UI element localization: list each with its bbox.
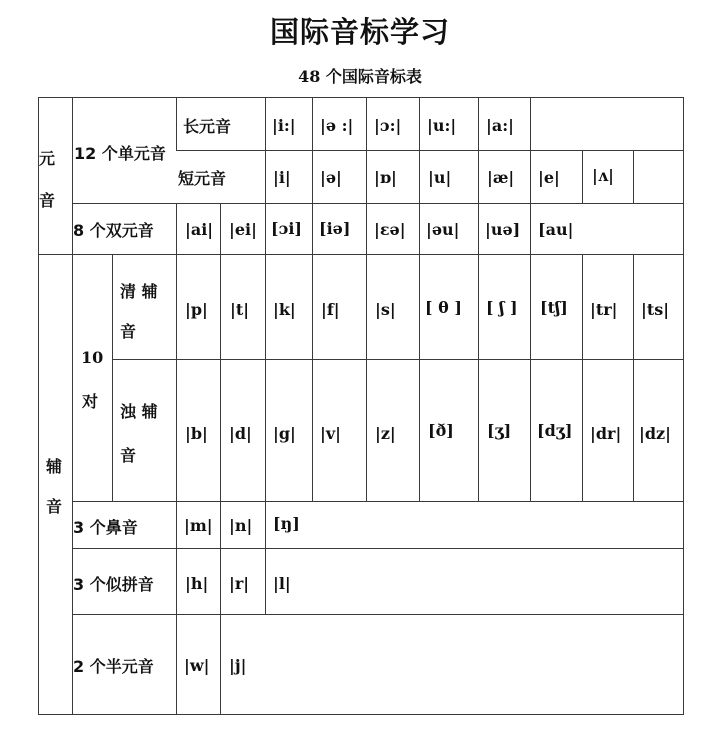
short-vowel: |ɒ| (374, 168, 397, 187)
voiceless-consonant: [ ʃ ] (486, 298, 518, 317)
short-vowel: |æ| (487, 168, 515, 187)
voiced-consonant: |d| (229, 424, 252, 443)
short-vowel: |ʌ| (592, 166, 614, 185)
vowel-group-label: 音 (39, 191, 56, 210)
diphthongs-label: 8 个双元音 (73, 221, 154, 240)
voiceless-consonant: |t| (230, 300, 250, 319)
table-line (530, 97, 531, 151)
voiceless-consonant: [ θ ] (425, 298, 462, 317)
table-line (112, 254, 113, 502)
table-line (419, 97, 420, 502)
diphthong: |ei| (229, 220, 257, 239)
voiced-consonant: |v| (320, 424, 341, 443)
diphthong: [iə] (319, 219, 351, 238)
page-title: 国际音标学习 (269, 15, 450, 49)
table-line (530, 254, 531, 502)
vowel-group-label: 元 (39, 149, 56, 168)
diphthong: [au| (538, 220, 574, 239)
pairs-label: 对 (82, 392, 99, 411)
voiceless-label: 音 (120, 322, 137, 341)
table-line (530, 150, 531, 255)
voiceless-consonant: |f| (321, 300, 340, 319)
semivowel: |j| (229, 656, 247, 675)
voiced-label: 音 (120, 446, 137, 465)
semivowel: |w| (184, 656, 210, 675)
voiced-consonant: |dr| (590, 424, 622, 443)
semivowels-label: 2 个半元音 (73, 657, 154, 676)
long-vowel: |i:| (272, 116, 296, 135)
table-line (176, 97, 177, 151)
diphthong: |uə] (485, 220, 521, 239)
table-line (582, 254, 583, 502)
diphthong: [ɔi] (271, 219, 302, 238)
table-line (72, 97, 73, 715)
short-vowel: |ə| (320, 168, 342, 187)
voiced-consonant: [ð] (428, 421, 454, 440)
table-line (683, 97, 684, 715)
long-vowel: |ɔ:| (374, 116, 402, 135)
voiceless-consonant: |p| (185, 300, 208, 319)
table-line (38, 97, 684, 98)
monophthongs-label: 12 个单元音 (74, 144, 166, 163)
table-line (265, 548, 266, 615)
consonant-group-label: 音 (46, 497, 63, 516)
others-label: 3 个似拼音 (73, 575, 154, 594)
table-line (38, 714, 684, 715)
diphthong: |ai| (185, 220, 214, 239)
table-line (72, 501, 684, 502)
voiced-consonant: [ʒ] (487, 421, 512, 440)
table-line (633, 150, 634, 204)
other-consonant: |r| (229, 574, 250, 593)
table-line (38, 254, 684, 255)
short-vowel: |i| (273, 168, 291, 187)
nasal-consonant: |n| (229, 516, 253, 535)
nasal-consonant: [ŋ] (273, 514, 300, 533)
consonant-group-label: 辅 (46, 457, 63, 476)
table-line (72, 614, 684, 615)
table-line (633, 254, 634, 502)
voiceless-label: 清 辅 (120, 282, 158, 301)
short-vowel: |u| (428, 168, 452, 187)
nasals-label: 3 个鼻音 (73, 518, 138, 537)
short-vowels-label: 短元音 (178, 169, 227, 188)
table-line (72, 203, 684, 204)
voiced-consonant: |g| (273, 424, 296, 443)
long-vowel: |u:| (427, 116, 457, 135)
nasal-consonant: |m| (184, 516, 213, 535)
voiced-consonant: [dʒ] (537, 421, 573, 440)
long-vowels-label: 长元音 (183, 117, 232, 136)
table-subtitle: 48 个国际音标表 (298, 67, 422, 86)
table-line (265, 97, 266, 549)
table-line (176, 150, 684, 151)
voiceless-consonant: |s| (375, 300, 396, 319)
voiceless-consonant: |k| (273, 300, 296, 319)
voiceless-consonant: [tʃ] (540, 298, 568, 317)
voiced-consonant: |dz| (639, 424, 671, 443)
table-line (312, 97, 313, 502)
voiceless-consonant: |ts| (641, 300, 670, 319)
table-line (72, 548, 684, 549)
voiced-consonant: |z| (375, 424, 396, 443)
short-vowel: |e| (538, 168, 560, 187)
voiceless-consonant: |tr| (590, 300, 618, 319)
long-vowel: |ə :| (320, 116, 354, 135)
voiced-label: 浊 辅 (120, 402, 158, 421)
table-line (582, 150, 583, 204)
voiced-consonant: |b| (185, 424, 208, 443)
table-line (366, 97, 367, 502)
pairs-label: 10 (81, 348, 104, 367)
diphthong: |əu| (426, 220, 460, 239)
long-vowel: |a:| (486, 116, 514, 135)
other-consonant: |l| (273, 574, 291, 593)
table-line (220, 203, 221, 715)
table-line (176, 203, 177, 715)
other-consonant: |h| (185, 574, 209, 593)
table-line (112, 359, 684, 360)
table-line (478, 97, 479, 502)
diphthong: |εə| (374, 220, 406, 239)
